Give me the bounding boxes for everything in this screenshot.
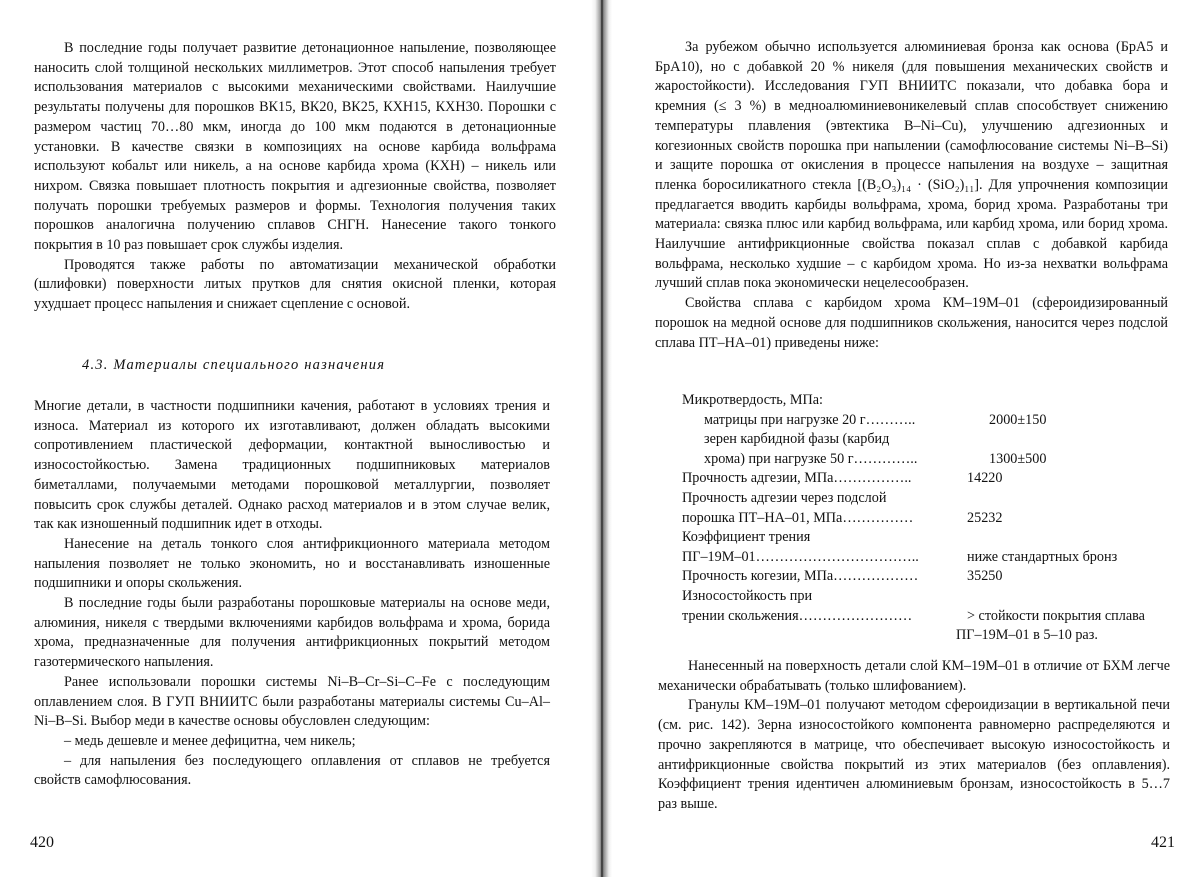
section-heading: 4.3. Материалы специального назначения	[82, 357, 386, 373]
left-paragraph-5: В последние годы были разработаны порошковые материалы на основе меди, алюминия, никеля с твердыми включениями карбидов вольфрама и хрома, борида хрома, предназначенные для получения антифрикционных покрытий методом газотермического напыления.	[34, 595, 550, 671]
left-top-text	[34, 39, 556, 315]
spec-row-wear-2: трении скольжения…………………… > стойкости покрытия сплава	[682, 607, 1145, 624]
right-bottom-text	[658, 657, 1170, 815]
left-paragraph-3: Многие детали, в частности подшипники качения, работают в условиях трения и износа. Материал из которого их изготавливают, должен обладать высокими сопротивлением пластической деформации, контактной выносливостью и износостойкостью. Замена традиционных подшипниковых материалов биметаллами, получаемыми методами порошковой металлургии, позволяет повысить срок службы деталей. Однако расход материалов и в этом случае велик, так как изношенный подшипник идет в отходы.	[34, 398, 550, 533]
right-paragraph-1: За рубежом обычно используется алюминиевая бронза как основа (БрА5 и БрА10), но с добавкой 20 % никеля (для повышения механических свойств и жаростойкости). Исследования ГУП ВНИИТС показали, что добавка бора и кремния (≤ 3 %) в медноалюминиевоникелевый сплав способствует снижению температуры плавления (эвтектика B–Ni–Cu), улучшению адгезионных и когезионных свойств порошка при напылении (самофлюсование системы Ni–B–Si) и защите порошка от окисления в процессе напыления на воздухе – защитная пленка боросиликатного стекла [(B₂O₃)₁₄ · (SiO₂)₁₁]. Для упрочнения композиции предлагается вводить карбиды вольфрама, хрома, борид хрома. Разработаны три материала: связка плюс или карбид вольфрама, или карбид хрома, или борид хрома. Наилучшие антифрикционные свойства показал сплав с добавкой карбида вольфрама, несколько худшие – с карбидом хрома. Но из-за нехватки вольфрама лучший сплав пока экономически нецелесообразен.	[655, 39, 1168, 292]
left-bullet-2: – для напыления без последующего оплавления от сплавов не требуется свойств самофлюсования.	[34, 752, 550, 789]
spec-row-matrix: матрицы при нагрузке 20 г……….. 2000±150	[704, 411, 1047, 428]
left-bullet-1: – медь дешевле и менее дефицитна, чем никель;	[64, 732, 356, 749]
spec-row-wear-1: Износостойкость при	[682, 587, 813, 604]
left-page	[0, 0, 590, 877]
right-top-text	[655, 38, 1168, 353]
right-paragraph-3: Нанесенный на поверхность детали слой КМ–19М–01 в отличие от БХМ легче механически обрабатывать (только шлифованием).	[658, 658, 1170, 694]
left-paragraph-6: Ранее использовали порошки системы Ni–B–Cr–Si–C–Fe с последующим оплавлением слоя. В ГУП ВНИИТС были разработаны материалы системы Cu–Al–Ni–B–Si. Выбор меди в качестве основы обусловлен следующим:	[34, 673, 550, 730]
book-spine	[591, 0, 612, 877]
page-number-right: 421	[1151, 834, 1175, 851]
spec-row-adhesion-sub-2: порошка ПТ–НА–01, МПа…………… 25232	[682, 509, 1003, 526]
right-paragraph-2: Свойства сплава с карбидом хрома КМ–19М–01 (сфероидизированный порошок на медной основе для подшипников скольжения, наносится через подслой сплава ПТ–НА–01) приведены ниже:	[655, 295, 1168, 351]
spec-row-friction-2: ПГ–19М–01…………………………….. ниже стандартных бронз	[682, 548, 1118, 565]
spec-row-grain-1: зерен карбидной фазы (карбид	[704, 431, 890, 448]
spec-row-wear-3: ПГ–19М–01 в 5–10 раз.	[956, 627, 1098, 644]
right-paragraph-4: Гранулы КМ–19М–01 получают методом сфероидизации в вертикальной печи (см. рис. 142). Зерна износостойкого компонента равномерно распределяются и прочно закрепляются в матрице, что обеспечивает высокую износостойкость и антифрикционные свойства покрытий из этих материалов (без оплавления). Коэффициент трения идентичен алюминиевым бронзам, износостойкость в 5…7 раз выше.	[658, 697, 1170, 812]
left-paragraph-2: Проводятся также работы по автоматизации механической обработки (шлифовки) поверхности литых прутков для снятия окисной пленки, которая ухудшает процесс напыления и снижает сцепление с основой.	[34, 256, 556, 313]
spec-row-grain-2: хрома) при нагрузке 50 г………….. 1300±500	[704, 450, 1047, 467]
spec-row-microhardness: Микротвердость, МПа:	[682, 392, 823, 408]
spec-row-adhesion: Прочность адгезии, МПа…………….. 14220	[682, 470, 1003, 487]
spec-row-adhesion-sub-1: Прочность адгезии через подслой	[682, 489, 887, 506]
left-bottom-text	[34, 397, 550, 791]
left-paragraph-1: В последние годы получает развитие детонационное напыление, позволяющее наносить слой толщиной нескольких миллиметров. Этот способ напыления требует использования материалов с высокими механическими свойствами. Наилучшие результаты получены для порошков ВК15, ВК20, ВК25, КХН15, КХН30. Порошки с размером частиц 70…80 мкм, иногда до 100 мкм подаются в детонационные установки. В качестве связки в композициях на основе карбида вольфрама используют кобальт или никель, а на основе карбида хрома (КХН) – никель или нихром. Связка повышает плотность покрытия и адгезионные свойства, позволяет получать порошки требуемых размеров и формы. Технология получения таких порошков аналогична получению сплавов СНГН. Нанесение такого тонкого покрытия в 10 раз повышает срок службы изделия.	[34, 40, 556, 254]
left-paragraph-4: Нанесение на деталь тонкого слоя антифрикционного материала методом напыления позволяет не только экономить, но и восстанавливать изношенные подшипники и опоры скольжения.	[34, 535, 550, 592]
properties-list	[682, 391, 1152, 646]
spec-row-cohesion: Прочность когезии, МПа……………… 35250	[682, 568, 1003, 585]
spec-row-friction-1: Коэффициент трения	[682, 529, 811, 546]
page-number-left: 420	[30, 834, 54, 851]
